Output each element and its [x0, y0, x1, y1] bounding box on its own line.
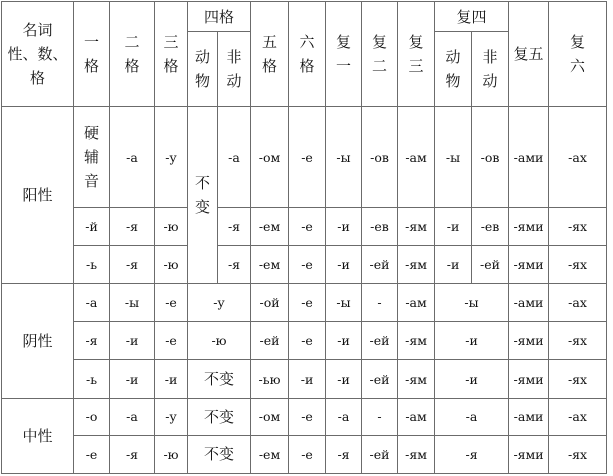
cell-case-3: -у — [155, 107, 188, 207]
header-plural-6: 复 六 — [549, 2, 607, 107]
cell-plural-1: -ы — [326, 284, 362, 322]
cell-case-5: -ем — [251, 207, 289, 245]
cell-case-4-inanimate: -а — [218, 107, 251, 207]
cell-plural-5: -ями — [509, 360, 549, 398]
neuter-label: 中性 — [2, 398, 74, 473]
cell-case-5: -ом — [251, 398, 289, 435]
cell-case-3: -ю — [155, 246, 188, 284]
cell-plural-6: -ах — [549, 284, 607, 322]
header-plural-2: 复 二 — [362, 2, 398, 107]
cell-plural-1: -и — [326, 360, 362, 398]
cell-plural-6: -ях — [549, 207, 607, 245]
cell-case-4-inanimate: -я — [218, 246, 251, 284]
feminine-row-1 — [2, 284, 613, 322]
cell-plural-1: -ы — [326, 107, 362, 207]
cell-plural-2: -ов — [362, 107, 398, 207]
header-plural-4: 复四 — [435, 2, 509, 32]
cell-case-4: -у — [188, 284, 251, 322]
cell-plural-3: -ам — [398, 107, 435, 207]
cell-plural-2: -ей — [362, 360, 398, 398]
cell-case-5: -ью — [251, 360, 289, 398]
cell-plural-1: -а — [326, 398, 362, 435]
cell-case-4: 不变 — [188, 398, 251, 435]
cell-case-2: -а — [110, 398, 155, 435]
header-case-6: 六 格 — [289, 2, 326, 107]
cell-plural-6: -ах — [549, 398, 607, 435]
cell-case-6: -е — [289, 207, 326, 245]
cell-case-4: -ю — [188, 322, 251, 360]
cell-case-1: -е — [74, 435, 110, 473]
cell-case-2: -и — [110, 360, 155, 398]
cell-plural-3: -ам — [398, 398, 435, 435]
header-plural-4-inanimate: 非 动 — [472, 32, 509, 107]
cell-plural-6: -ях — [549, 435, 607, 473]
header-case-4-inanimate: 非 动 — [218, 32, 251, 107]
cell-plural-6: -ях — [549, 322, 607, 360]
cell-case-3: -у — [155, 398, 188, 435]
cell-plural-4: -ы — [435, 284, 509, 322]
cell-plural-5: -ями — [509, 207, 549, 245]
cell-case-6: -е — [289, 246, 326, 284]
cell-case-3: -е — [155, 284, 188, 322]
cell-case-1: -а — [74, 284, 110, 322]
feminine-label: 阴性 — [2, 284, 74, 398]
cell-case-1: -я — [74, 322, 110, 360]
cell-plural-5: -ями — [509, 322, 549, 360]
cell-plural-4-inanimate: -ей — [472, 246, 509, 284]
cell-case-3: -и — [155, 360, 188, 398]
cell-plural-5: -ами — [509, 284, 549, 322]
cell-plural-2: -ей — [362, 246, 398, 284]
cell-plural-4-inanimate: -ев — [472, 207, 509, 245]
cell-case-1: -й — [74, 207, 110, 245]
cell-case-5: -ой — [251, 284, 289, 322]
cell-plural-2: -ев — [362, 207, 398, 245]
cell-plural-4-animate: -и — [435, 207, 472, 245]
feminine-row-2 — [2, 322, 613, 360]
cell-plural-1: -и — [326, 246, 362, 284]
cell-plural-3: -ам — [398, 284, 435, 322]
cell-plural-2: - — [362, 398, 398, 435]
cell-case-6: -и — [289, 360, 326, 398]
cell-plural-3: -ям — [398, 360, 435, 398]
cell-case-3: -ю — [155, 435, 188, 473]
cell-case-4: 不变 — [188, 360, 251, 398]
masculine-label: 阳性 — [2, 107, 74, 284]
cell-case-2: -я — [110, 246, 155, 284]
cell-plural-5: -ями — [509, 435, 549, 473]
cell-case-1: -о — [74, 398, 110, 435]
masculine-row-3 — [2, 246, 613, 284]
masculine-case-4-animate-note: 不 变 — [188, 107, 218, 284]
cell-plural-4: -и — [435, 322, 509, 360]
cell-case-6: -е — [289, 322, 326, 360]
cell-case-6: -е — [289, 398, 326, 435]
cell-case-4-inanimate: -я — [218, 207, 251, 245]
cell-case-5: -ей — [251, 322, 289, 360]
masculine-row-2 — [2, 207, 613, 245]
neuter-row-1 — [2, 398, 613, 435]
header-plural-5: 复五 — [509, 2, 549, 107]
header-case-4-animate: 动 物 — [188, 32, 218, 107]
header-case-3: 三 格 — [155, 2, 188, 107]
cell-plural-4-inanimate: -ов — [472, 107, 509, 207]
cell-case-5: -ем — [251, 435, 289, 473]
cell-plural-6: -ях — [549, 246, 607, 284]
cell-case-2: -я — [110, 207, 155, 245]
cell-plural-3: -ям — [398, 322, 435, 360]
cell-plural-1: -я — [326, 435, 362, 473]
cell-plural-1: -и — [326, 207, 362, 245]
cell-case-6: -е — [289, 107, 326, 207]
cell-plural-5: -ями — [509, 246, 549, 284]
cell-plural-5: -ами — [509, 398, 549, 435]
cell-case-2: -и — [110, 322, 155, 360]
cell-case-1: -ь — [74, 360, 110, 398]
cell-case-3: -ю — [155, 207, 188, 245]
cell-case-5: -ем — [251, 246, 289, 284]
header-plural-4-animate: 动 物 — [435, 32, 472, 107]
cell-plural-1: -и — [326, 322, 362, 360]
cell-plural-4-animate: -и — [435, 246, 472, 284]
header-plural-3: 复 三 — [398, 2, 435, 107]
cell-plural-4: -и — [435, 360, 509, 398]
cell-case-6: -е — [289, 435, 326, 473]
cell-plural-3: -ям — [398, 207, 435, 245]
cell-case-5: -ом — [251, 107, 289, 207]
masculine-row-1 — [2, 107, 613, 207]
cell-case-1: -ь — [74, 246, 110, 284]
header-case-4: 四格 — [188, 2, 251, 32]
header-corner: 名词 性、数、 格 — [2, 2, 74, 107]
cell-plural-2: -ей — [362, 322, 398, 360]
neuter-row-2 — [2, 435, 613, 473]
header-case-2: 二 格 — [110, 2, 155, 107]
header-case-5: 五 格 — [251, 2, 289, 107]
cell-case-1: 硬 辅 音 — [74, 107, 110, 207]
cell-plural-2: -ей — [362, 435, 398, 473]
header-plural-1: 复 一 — [326, 2, 362, 107]
cell-plural-3: -ям — [398, 435, 435, 473]
cell-plural-4: -а — [435, 398, 509, 435]
feminine-row-3 — [2, 360, 613, 398]
cell-plural-4: -я — [435, 435, 509, 473]
cell-plural-4-animate: -ы — [435, 107, 472, 207]
cell-plural-2: - — [362, 284, 398, 322]
cell-case-6: -е — [289, 284, 326, 322]
cell-case-4: 不变 — [188, 435, 251, 473]
header-row-1 — [2, 2, 613, 32]
cell-case-3: -е — [155, 322, 188, 360]
cell-case-2: -ы — [110, 284, 155, 322]
declension-table — [1, 1, 613, 474]
cell-plural-6: -ах — [549, 107, 607, 207]
cell-plural-3: -ям — [398, 246, 435, 284]
header-case-1: 一 格 — [74, 2, 110, 107]
cell-plural-6: -ях — [549, 360, 607, 398]
cell-plural-5: -ами — [509, 107, 549, 207]
cell-case-2: -а — [110, 107, 155, 207]
cell-case-2: -я — [110, 435, 155, 473]
